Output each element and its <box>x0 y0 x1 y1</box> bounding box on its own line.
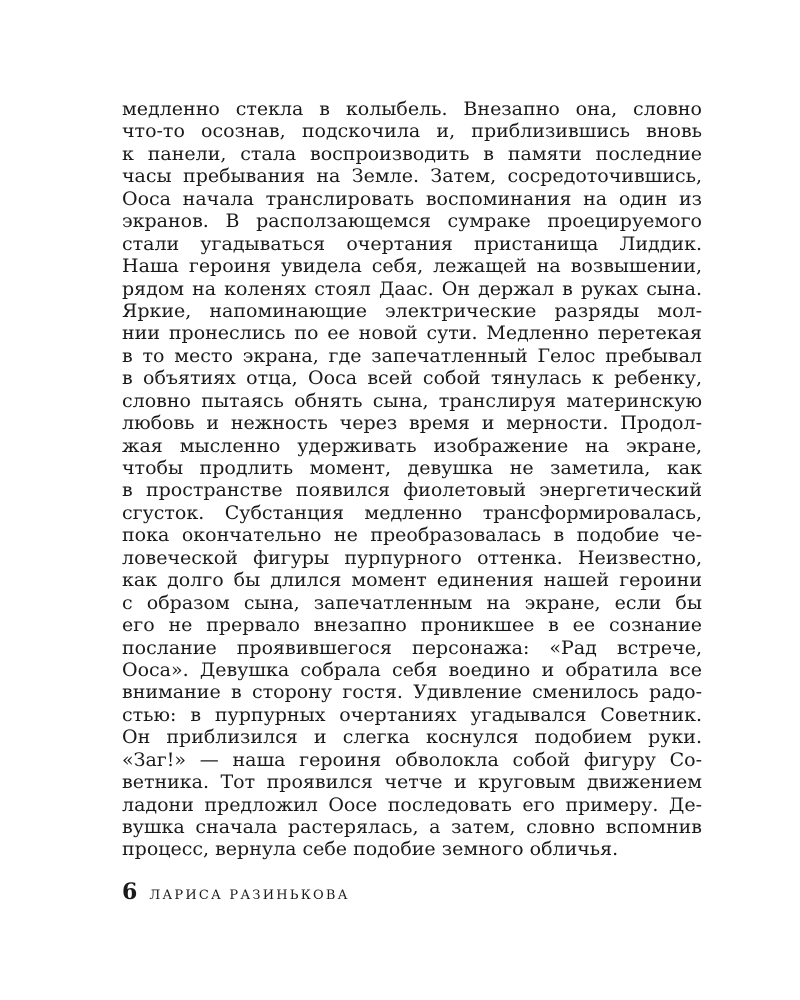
text-line: пока окончательно не преобразовалась в подобие че- <box>122 524 702 547</box>
text-line: что-то осознав, подскочила и, приблизившись вновь <box>122 120 702 143</box>
text-line: медленно стекла в колыбель. Внезапно она, словно <box>122 98 702 120</box>
text-line: Ооса». Девушка собрала себя воедино и обратила все <box>122 658 702 681</box>
text-line: как долго бы длился момент единения нашей героини <box>122 569 702 592</box>
text-line: нии пронеслись по ее новой сути. Медленно перетекая <box>122 322 702 345</box>
text-line: экранов. В расползающемся сумраке проецируемого <box>122 210 702 233</box>
page-number: 6 <box>122 879 138 905</box>
text-line: ловеческой фигуры пурпурного оттенка. Неизвестно, <box>122 546 702 569</box>
text-line: с образом сына, запечатленным на экране, если бы <box>122 591 702 614</box>
text-line: чтобы продлить момент, девушка не заметила, как <box>122 457 702 479</box>
text-line: ветника. Тот проявился четче и круговым движением <box>122 771 702 794</box>
text-line: его не прервало внезапно проникшее в ее сознание <box>122 614 702 637</box>
text-line: жая мысленно удерживать изображение на экране, <box>122 434 702 457</box>
body-text <box>122 98 702 861</box>
text-line: Ооса начала транслировать воспоминания на один из <box>122 187 702 210</box>
page-footer <box>122 879 350 905</box>
text-line: к панели, стала воспроизводить в памяти последние <box>122 142 702 165</box>
text-line: стью: в пурпурных очертаниях угадывался Советник. <box>122 703 702 726</box>
text-line: внимание в сторону гостя. Удивление сменилось радо- <box>122 681 702 704</box>
text-line: сгусток. Субстанция медленно трансформировалась, <box>122 501 702 524</box>
text-line: ладони предложил Оосе последовать его примеру. Де- <box>122 793 702 816</box>
text-line: «Заг!» — наша героиня обволокла собой фигуру Со- <box>122 748 702 771</box>
text-line: стали угадываться очертания пристанища Лиддик. <box>122 232 702 255</box>
text-line: Наша героиня увидела себя, лежащей на возвышении, <box>122 255 702 278</box>
text-line: словно пытаясь обнять сына, транслируя материнскую <box>122 389 702 412</box>
text-line: в объятиях отца, Ооса всей собой тянулась к ребенку, <box>122 367 702 390</box>
text-line: рядом на коленях стоял Даас. Он держал в руках сына. <box>122 277 702 300</box>
text-line: часы пребывания на Земле. Затем, сосредоточившись, <box>122 165 702 188</box>
text-line: Он приблизился и слегка коснулся подобием руки. <box>122 726 702 749</box>
text-line: вушка сначала растерялась, а затем, словно вспомнив <box>122 816 702 838</box>
text-line: процесс, вернула себе подобие земного обличья. <box>122 838 619 861</box>
author-name: ЛАРИСА РАЗИНЬКОВА <box>149 888 350 903</box>
text-line: послание проявившегося персонажа: «Рад встрече, <box>122 636 702 659</box>
text-line: в то место экрана, где запечатленный Гелос пребывал <box>122 344 702 367</box>
text-line: в пространстве появился фиолетовый энергетический <box>122 479 702 502</box>
text-line: любовь и нежность через время и мерности. Продол- <box>122 412 702 435</box>
text-line: Яркие, напоминающие электрические разряды мол- <box>122 299 702 322</box>
